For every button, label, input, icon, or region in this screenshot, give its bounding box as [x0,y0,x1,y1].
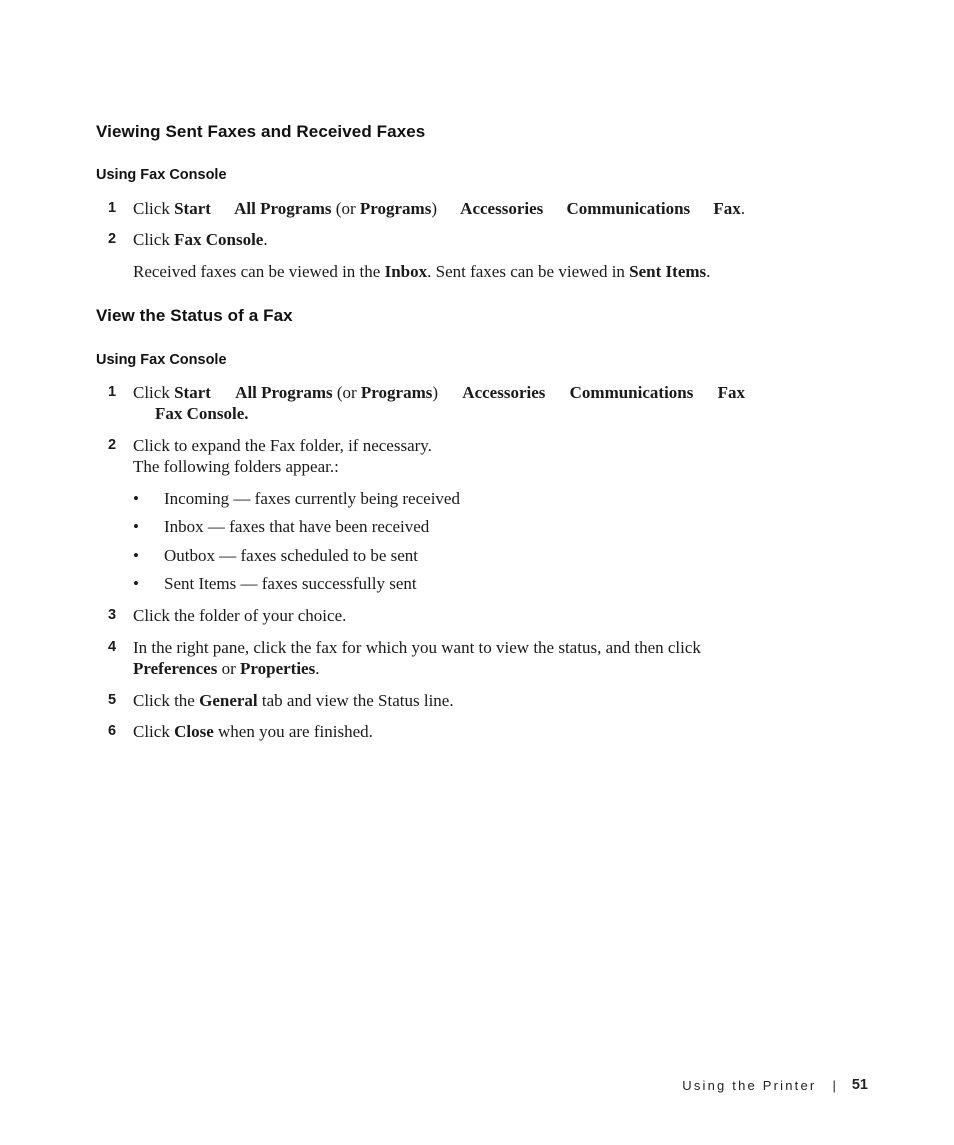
footer-section-title: Using the Printer [682,1077,817,1093]
step-number: 1 [108,384,117,400]
menu-accessories: Accessories [460,199,544,218]
step-6-click-close: 6 Click Close when you are finished. [108,722,373,741]
section-heading-view-status: View the Status of a Fax [96,306,293,325]
menu-programs: Programs [360,383,433,402]
page-footer [682,1077,868,1093]
subheading-using-fax-console-2: Using Fax Console [96,352,227,368]
menu-start: Start [174,383,211,402]
properties-label: Properties [240,659,316,678]
list-item: • Inbox — faxes that have been received [133,517,430,536]
step-5-general-tab: 5 Click the General tab and view the Status line. [108,691,454,710]
menu-path: Click Start All Programs (or Programs) Accessories Communications Fax. [133,199,745,218]
menu-fax: Fax [713,199,741,218]
step-number: 5 [108,692,117,708]
step-3-click-folder: 3 Click the folder of your choice. [108,606,347,625]
step-number: 3 [108,607,117,623]
footer-separator: | [832,1077,836,1093]
list-item: • Outbox — faxes scheduled to be sent [133,546,418,565]
bullet-glyph: • [133,574,139,593]
step-number: 1 [108,200,117,216]
menu-programs: Programs [359,199,432,218]
note-paragraph: Received faxes can be viewed in the Inbox. Sent faxes can be viewed in Sent Items. [133,262,711,281]
general-tab-label: General [199,691,258,710]
menu-communications: Communications [566,199,691,218]
step-number: 2 [108,231,117,247]
list-item: • Sent Items — faxes successfully sent [133,574,417,593]
bullet-glyph: • [133,546,139,565]
menu-all-programs: All Programs [234,199,332,218]
subheading-using-fax-console-1: Using Fax Console [96,167,227,183]
inbox-label: Inbox [384,262,428,281]
preferences-label: Preferences [133,659,218,678]
menu-communications: Communications [569,383,694,402]
step-2-click-fax-console: 2 Click Fax Console. [108,230,268,249]
menu-accessories: Accessories [462,383,546,402]
step-1-open-fax-console [108,382,758,424]
page-number: 51 [851,1077,868,1093]
menu-fax: Fax [717,383,745,402]
menu-all-programs: All Programs [235,383,333,402]
step-number: 4 [108,639,117,655]
menu-start: Start [174,199,211,218]
step-number: 2 [108,437,117,453]
sent-items-label: Sent Items [629,262,707,281]
step-4-select-fax: 4 In the right pane, click the fax for which you want to view the status, and then click Preferences or Properties. [108,638,701,678]
menu-fax-console: Fax Console. [155,404,249,423]
step-2-expand-fax-folder: 2 Click to expand the Fax folder, if necessary. The following folders appear.: [108,436,432,476]
section-heading-viewing-faxes: Viewing Sent Faxes and Received Faxes [96,122,426,141]
step-number: 6 [108,723,117,739]
bullet-glyph: • [133,517,139,536]
close-label: Close [174,722,214,741]
menu-path: Click Start All Programs (or Programs) Accessories Communications Fax [133,383,745,402]
fax-console-label: Fax Console [174,230,264,249]
bullet-glyph: • [133,489,139,508]
step-1-open-fax [108,198,758,219]
list-item: • Incoming — faxes currently being received [133,489,460,508]
